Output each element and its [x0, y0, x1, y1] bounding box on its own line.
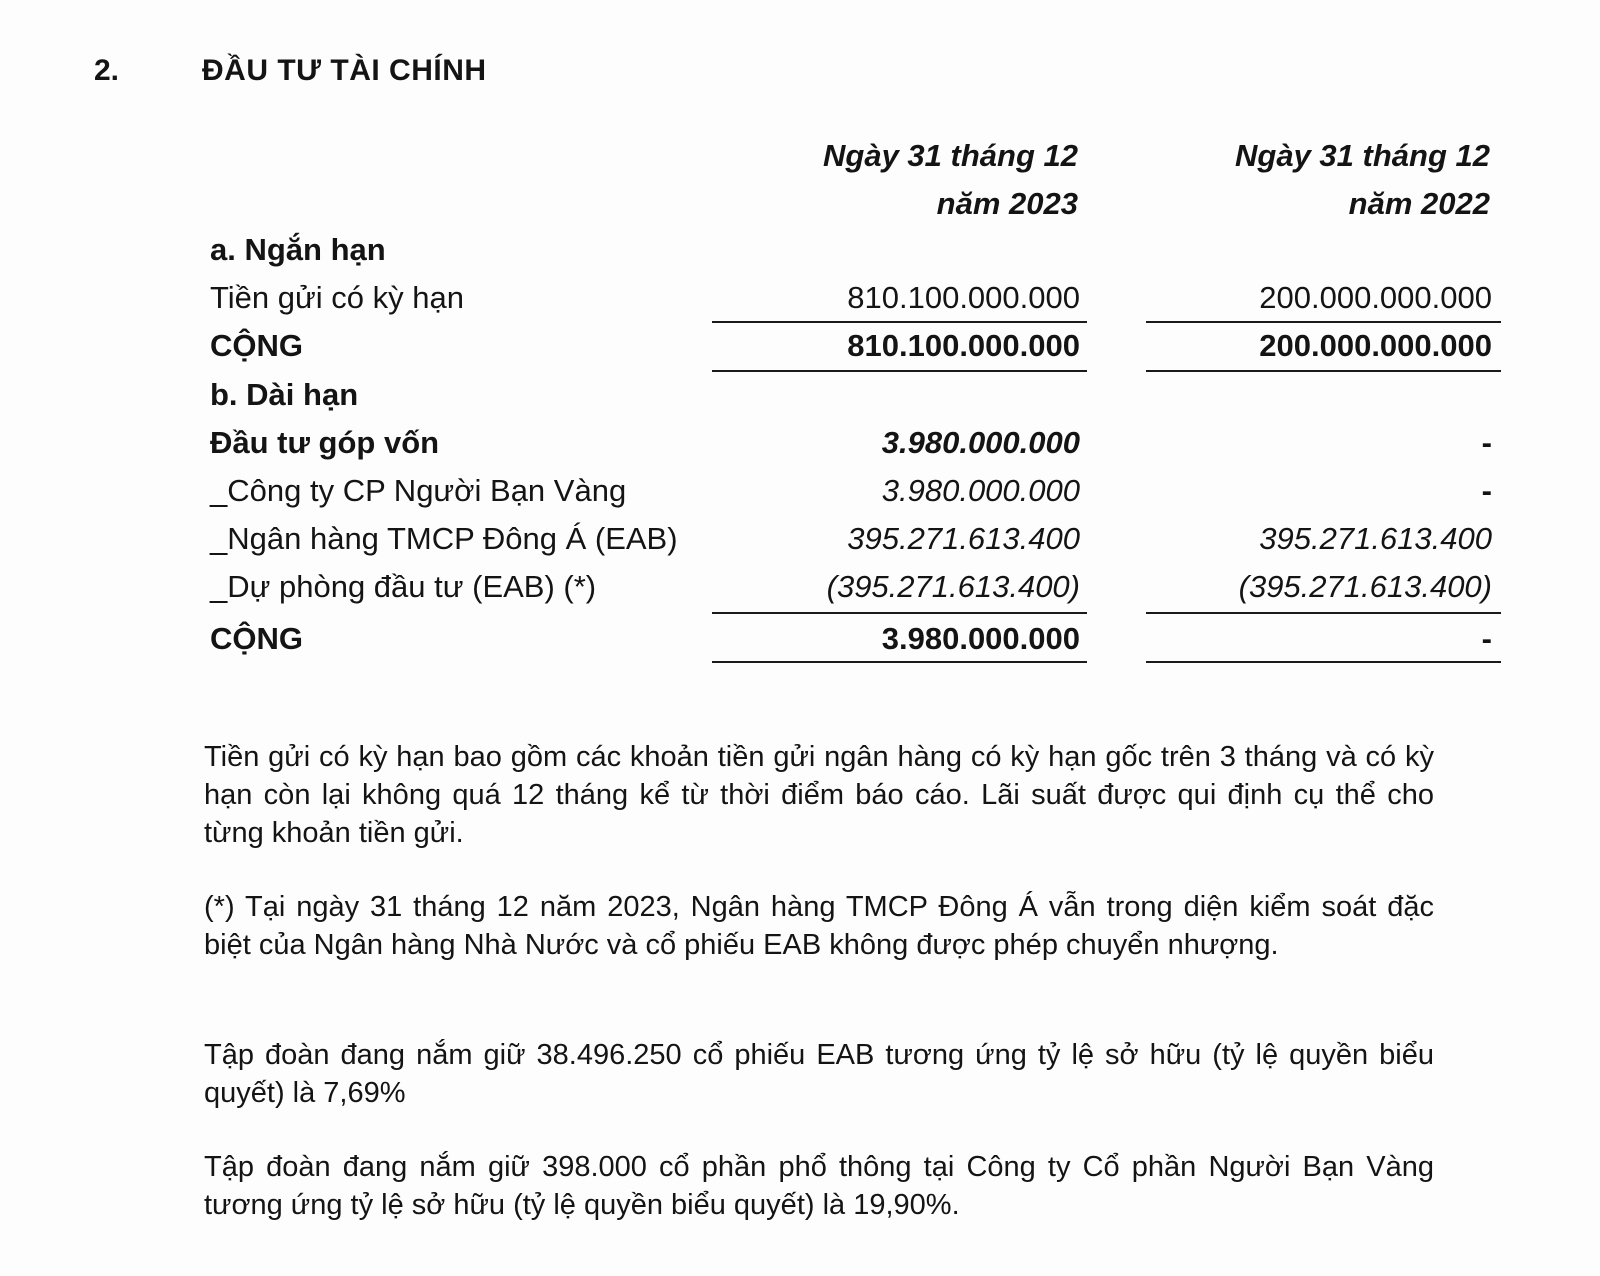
column-header-line1: Ngày 31 tháng 12: [1235, 138, 1490, 173]
short-term-heading-row: [0, 226, 1600, 274]
table-row: [0, 515, 1600, 563]
table-row: [0, 419, 1600, 467]
divider: [712, 661, 1087, 663]
total-label: CỘNG: [210, 621, 303, 656]
note-paragraph: Tập đoàn đang nắm giữ 38.496.250 cổ phiếu EAB tương ứng tỷ lệ sở hữu (tỷ lệ quyền biểu quyết) là 7,69%: [204, 1039, 1434, 1109]
row-label: _Ngân hàng TMCP Đông Á (EAB): [210, 521, 678, 556]
column-header-2022: [1090, 132, 1490, 228]
table-row: [0, 274, 1600, 322]
value-2023: 3.980.000.000: [881, 425, 1080, 460]
column-header-2023: [678, 132, 1078, 228]
column-header-line1: Ngày 31 tháng 12: [823, 138, 1078, 173]
total-2023: 3.980.000.000: [881, 621, 1080, 656]
value-2023: 3.980.000.000: [881, 473, 1080, 508]
divider: [1146, 612, 1501, 614]
row-label: _Dự phòng đầu tư (EAB) (*): [210, 569, 597, 604]
table-row: [0, 467, 1600, 515]
note-paragraph: Tập đoàn đang nắm giữ 398.000 cổ phần phổ thông tại Công ty Cổ phần Người Bạn Vàng tương ứng tỷ lệ sở hữu (tỷ lệ quyền biểu quyết) là 19,90%.: [204, 1151, 1434, 1221]
section-number: 2.: [94, 54, 120, 87]
divider: [712, 612, 1087, 614]
total-2023: 810.100.000.000: [847, 328, 1080, 363]
row-label: Tiền gửi có kỳ hạn: [210, 280, 464, 315]
value-2023: 810.100.000.000: [847, 280, 1080, 315]
divider: [1146, 661, 1501, 663]
value-2023: (395.271.613.400): [826, 569, 1080, 604]
total-2022: -: [1481, 621, 1492, 656]
value-2022: -: [1481, 473, 1492, 508]
value-2022: (395.271.613.400): [1238, 569, 1492, 604]
note-paragraph: (*) Tại ngày 31 tháng 12 năm 2023, Ngân hàng TMCP Đông Á vẫn trong diện kiểm soát đặc biệt của Ngân hàng Nhà Nước và cổ phiếu EAB không được phép chuyển nhượng.: [204, 891, 1434, 961]
long-term-heading-row: [0, 371, 1600, 419]
column-header-line2: năm 2023: [936, 186, 1078, 221]
table-row: [0, 563, 1600, 611]
value-2023: 395.271.613.400: [847, 521, 1080, 556]
row-label: Đầu tư góp vốn: [210, 425, 440, 460]
total-label: CỘNG: [210, 328, 303, 363]
value-2022: -: [1481, 425, 1492, 460]
total-row: [0, 615, 1600, 663]
short-term-heading: a. Ngắn hạn: [210, 232, 386, 267]
long-term-heading: b. Dài hạn: [210, 377, 359, 412]
note-paragraph: Tiền gửi có kỳ hạn bao gồm các khoản tiền gửi ngân hàng có kỳ hạn gốc trên 3 tháng và có kỳ hạn còn lại không quá 12 tháng kể từ thời điểm báo cáo. Lãi suất được qui định cụ thể cho từng khoản tiền gửi.: [204, 741, 1434, 849]
value-2022: 395.271.613.400: [1259, 521, 1492, 556]
row-label: _Công ty CP Người Bạn Vàng: [210, 473, 627, 508]
section-title: ĐẦU TƯ TÀI CHÍNH: [202, 54, 487, 87]
total-2022: 200.000.000.000: [1259, 328, 1492, 363]
total-row: [0, 322, 1600, 370]
column-header-line2: năm 2022: [1348, 186, 1490, 221]
value-2022: 200.000.000.000: [1259, 280, 1492, 315]
